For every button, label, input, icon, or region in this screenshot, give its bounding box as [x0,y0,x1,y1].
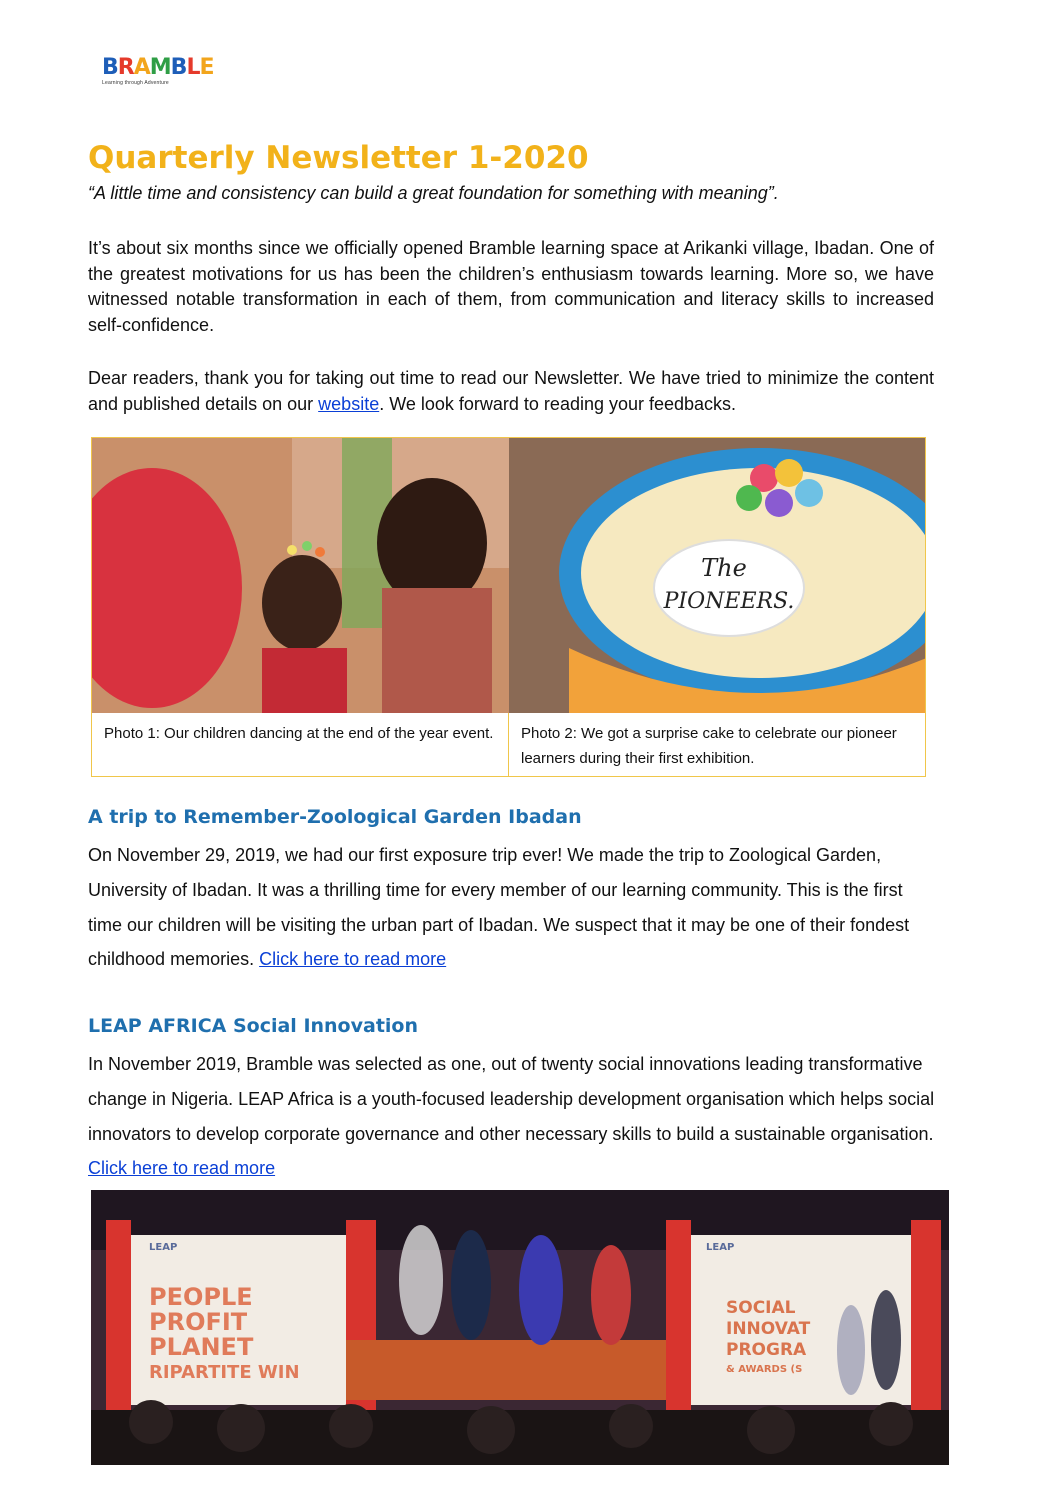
photo-pioneers-cake [509,438,925,713]
banner-planet: PLANET [149,1333,254,1361]
cake-text-pioneers: PIONEERS. [663,589,795,614]
banner-awards: & AWARDS (S [726,1364,803,1375]
banner-progra: PROGRA [726,1340,807,1360]
logo-tagline: Learning through Adventure [102,80,169,86]
intro-quote: “A little time and consistency can build a great foundation for something with meaning”. [88,183,779,203]
photo-table [91,437,926,777]
zoo-read-more-link[interactable]: Click here to read more [259,949,447,970]
awards-illustration [91,1190,949,1465]
section-leap-body: In November 2019, Bramble was selected as one, out of twenty social innovations leading transformative change in Nigeria. LEAP Africa is a youth-focused leadership development organisation which helps social innovators to develop corporate governance and other necessary skills to build a sustainable organisation. Click here to read more [88,1054,935,1179]
banner-profit: PROFIT [149,1308,248,1336]
banner-social: SOCIAL [726,1298,796,1318]
photo-leap-awards [91,1190,949,1465]
photo-children-dancing [92,438,509,713]
readers-paragraph: Dear readers, thank you for taking out time to read our Newsletter. We have tried to minimize the content and published details on our website. We look forward to reading your feedbacks. [88,368,934,414]
website-link[interactable]: website [318,393,380,414]
banner-tripartite: RIPARTITE WIN [149,1362,300,1383]
leap-logo-right: LEAP [706,1242,735,1253]
leap-read-more-link[interactable]: Click here to read more [88,1158,276,1179]
cake-illustration [509,438,925,713]
photo2-caption: Photo 2: We got a surprise cake to celebrate our pioneer learners during their first exhibition. [521,725,897,767]
leap-logo-left: LEAP [149,1242,178,1253]
photo1-caption: Photo 1: Our children dancing at the end of the year event. [92,713,509,776]
bramble-logo [102,55,214,90]
section-zoo-body: On November 29, 2019, we had our first exposure trip ever! We made the trip to Zoological Garden, University of Ibadan. It was a thrilling time for every member of our learning community. This is the first time our children will be visiting the urban part of Ibadan. We suspect that it may be one of their fondest childhood memories. Click here to read more [88,845,910,970]
banner-innovat: INNOVAT [726,1319,811,1339]
logo-wordmark: BRAMBLE [102,55,214,80]
newsletter-title: Quarterly Newsletter 1-2020 [88,140,589,176]
dancing-illustration [92,438,509,713]
section-leap-heading: LEAP AFRICA Social Innovation [88,1015,418,1037]
intro-paragraph: It’s about six months since we officially opened Bramble learning space at Arikanki village, Ibadan. One of the greatest motivations for us has been the children’s enthusiasm towards learning. More so, we have witnessed notable transformation in each of them, from communication and literacy skills to increased self-confidence. [88,238,934,335]
cake-text-the: The [701,554,747,582]
section-zoo-heading: A trip to Remember-Zoological Garden Ibadan [88,806,582,828]
banner-people: PEOPLE [149,1283,253,1311]
